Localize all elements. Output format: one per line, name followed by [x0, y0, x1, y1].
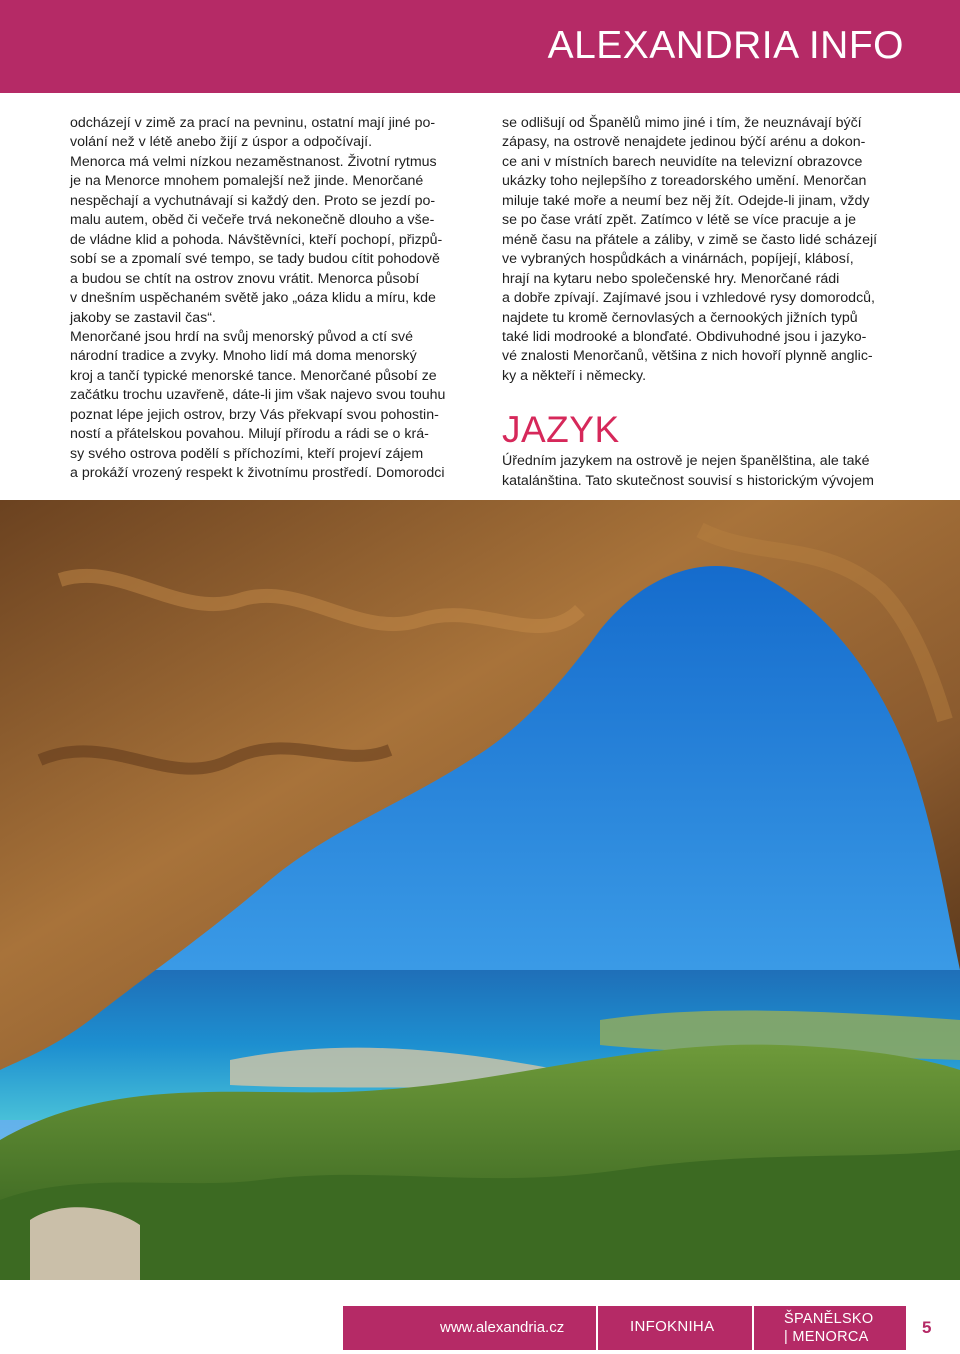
text-line: volání než v létě anebo žijí z úspor a odpočívají. — [70, 134, 373, 151]
footer-country-line: ŠPANĚLSKO — [784, 1311, 874, 1327]
footer-guide-label: INFOKNIHA — [630, 1318, 715, 1335]
text-line: zápasy, na ostrově nenajdete jedinou býčí arénu a dokon- — [502, 134, 866, 151]
text-line: malu autem, oběd či večeře trvá nekonečně dlouho a vše- — [70, 212, 435, 229]
text-line: a prokáží vrozený respekt k životnímu prostředí. Domorodci — [70, 465, 445, 482]
text-line: katalánština. Tato skutečnost souvisí s historickým vývojem — [502, 472, 874, 489]
text-line: vé znalosti Menorčanů, většina z nich hovoří plynně anglic- — [502, 348, 873, 365]
text-line: Úředním jazykem na ostrově je nejen španělština, ale také — [502, 453, 870, 470]
text-line: najdete tu kromě černovlasých a černookých jižních typů — [502, 309, 858, 326]
left-text-column — [70, 114, 482, 484]
footer-separator — [596, 1306, 598, 1350]
text-line: ukázky toho nejlepšího z toreadorského umění. Menorčan — [502, 173, 867, 190]
text-line: sobí se a zpomalí své tempo, se tady budou cítit pohodově — [70, 251, 440, 268]
text-line: miluje také moře a neumí bez něj žít. Odejde-li jinam, vždy — [502, 192, 870, 209]
text-line: a budou se chtít na ostrov znovu vrátit. Menorca působí — [70, 270, 420, 287]
text-line: ky a někteří i německy. — [502, 367, 647, 384]
text-line: nespěchají a vychutnávají si každý den. Proto se jezdí po- — [70, 192, 436, 209]
text-line: také lidi modrooké a blonďaté. Obdivuhodné jsou i jazyko- — [502, 328, 867, 345]
footer-website-link[interactable]: www.alexandria.cz — [440, 1319, 565, 1336]
text-line: je na Menorce mnohem pomalejší než jinde. Menorčané — [70, 173, 424, 190]
text-line: Menorca má velmi nízkou nezaměstnanost. Životní rytmus — [70, 153, 437, 170]
sea-cave-photo — [0, 500, 960, 1280]
text-line: a dobře zpívají. Zajímavé jsou i vzhledové rysy domorodců, — [502, 290, 875, 307]
right-text-column — [502, 114, 914, 491]
text-line: se odlišují od Španělů mimo jiné i tím, že neuznávají býčí — [502, 115, 862, 131]
text-line: kroj a tančí typické menorské tance. Menorčané působí ze — [70, 367, 437, 384]
page-number: 5 — [922, 1318, 932, 1337]
footer-country-label — [784, 1310, 894, 1346]
text-line: se po čase vrátí zpět. Zatímco v létě se více pracuje a je — [502, 212, 857, 229]
text-line: jakoby se zastavil čas“. — [70, 309, 216, 326]
text-line: poznat lépe jejich ostrov, brzy Vás překvapí svou pohostin- — [70, 406, 439, 423]
text-line: ce ani v místních barech neuvidíte na televizní obrazovce — [502, 153, 863, 170]
text-line: de vládne klid a pohoda. Návštěvníci, kteří pochopí, přizpů- — [70, 231, 443, 248]
page-title: ALEXANDRIA INFO — [547, 24, 904, 67]
footer-region-line: | MENORCA — [784, 1329, 869, 1345]
section-heading-jazyk: JAZYK — [502, 409, 620, 451]
text-line: národní tradice a zvyky. Mnoho lidí má doma menorský — [70, 348, 417, 365]
text-line: hrají na kytaru nebo společenské hry. Menorčané rádi — [502, 270, 840, 287]
photo-illustration — [0, 500, 960, 1280]
footer-separator — [752, 1306, 754, 1350]
text-line: ve vybraných hospůdkách a vinárnách, popíjejí, klábosí, — [502, 251, 854, 268]
text-line: sy svého ostrova podělí s příchozími, kteří projeví zájem — [70, 445, 424, 462]
text-line: méně času na přátele a záliby, v zimě se často lidé scházejí — [502, 231, 878, 248]
text-line: ností a přátelskou povahou. Milují přírodu a rádi se o krá- — [70, 426, 429, 443]
text-line: Menorčané jsou hrdí na svůj menorský původ a ctí své — [70, 328, 414, 345]
foreground-rock — [30, 1207, 140, 1280]
text-line: v dnešním uspěchaném světě jako „oáza klidu a míru, kde — [70, 290, 436, 307]
text-line: začátku trochu uzavřeně, dáte-li jim však najevo svou touhu — [70, 387, 446, 404]
text-line: odcházejí v zimě za prací na pevninu, ostatní mají jiné po- — [70, 115, 436, 131]
